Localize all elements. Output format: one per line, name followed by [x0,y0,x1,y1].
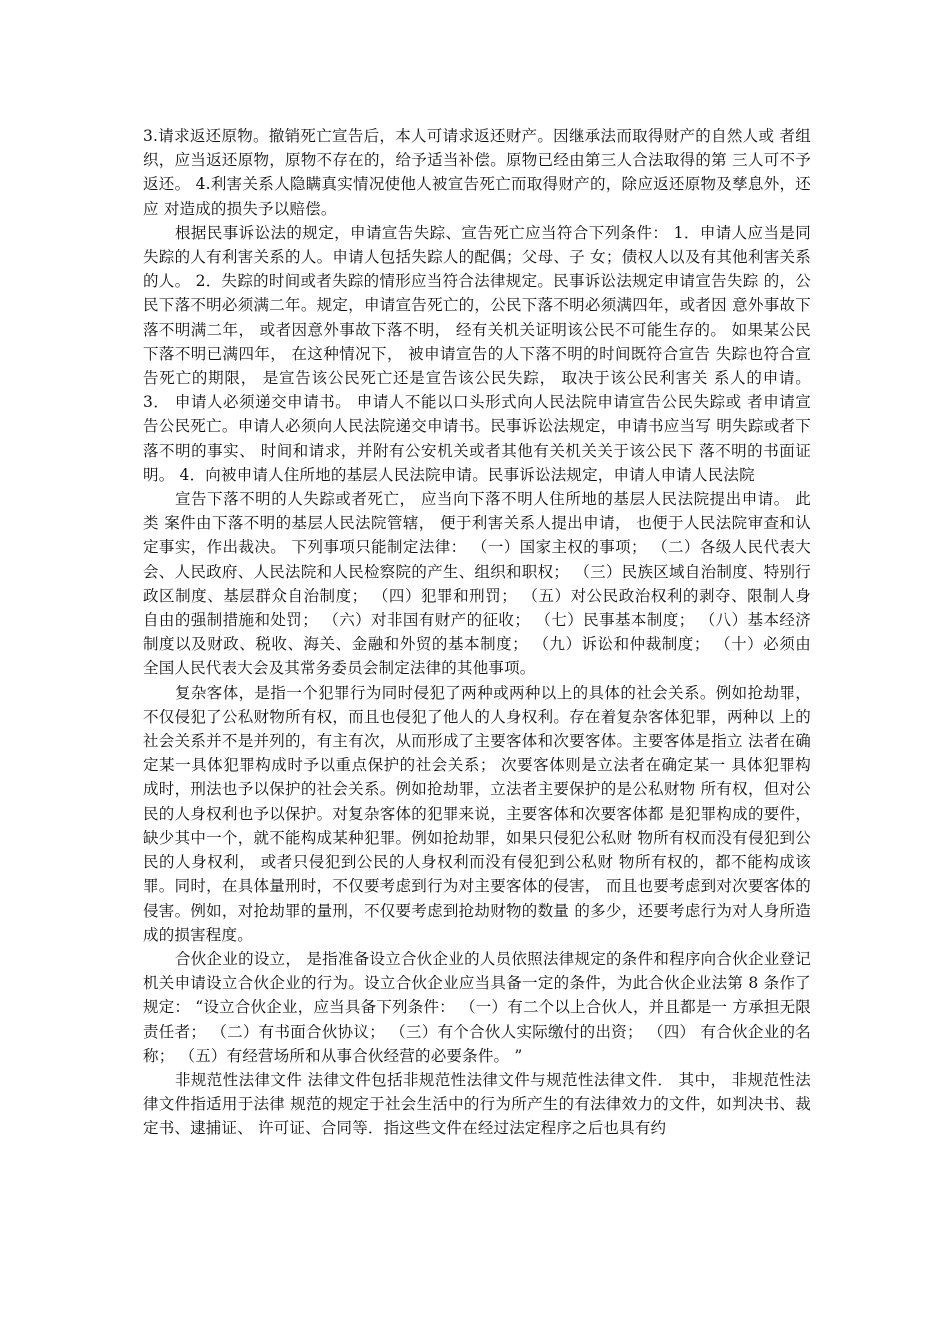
document-body [143,124,811,1141]
paragraph-2: 根据民事诉讼法的规定，申请宣告失踪、宣告死亡应当符合下列条件： 1．申请人应当是同失踪的人有利害关系的人。申请人包括失踪人的配偶；父母、子 女；债权人以及有其他利害关系的人。 2．失踪的时间或者失踪的情形应当符合法律规定。民事诉讼法规定申请宣告失踪 的，公民下落不明必须满二年。规定，申请宣告死亡的，公民下落不明必须满四年，或者因 意外事故下落不明满二年， 或者因意外事故下落不明， 经有关机关证明该公民不可能生存的。 如果某公民下落不明已满四年， 在这种情况下， 被申请宣告的人下落不明的时间既符合宣告 失踪也符合宣告死亡的期限， 是宣告该公民死亡还是宣告该公民失踪， 取决于该公民利害关 系人的申请。 3． 申请人必须递交申请书。 申请人不能以口头形式向人民法院申请宣告公民失踪或 者申请宣告公民死亡。申请人必须向人民法院递交申请书。民事诉讼法规定，申请书应当写 明失踪或者下落不明的事实、 时间和请求，并附有公安机关或者其他有关机关关于该公民下 落不明的书面证明。 4．向被申请人住所地的基层人民法院申请。民事诉讼法规定，申请人申请人民法院 [143,223,811,484]
paragraph-5: 合伙企业的设立， 是指准备设立合伙企业的人员依照法律规定的条件和程序向合伙企业登记 机关申请设立合伙企业的行为。设立合伙企业应当具备一定的条件，为此合伙企业法第 8 条作了规定： “设立合伙企业，应当具备下列条件： （一）有二个以上合伙人，并且都是一 方承担无限责任者； （二）有书面合伙协议； （三）有个合伙人实际缴付的出资； （四） 有合伙企业的名称； （五）有经营场所和从事合伙经营的必要条件。 ” [143,949,811,1065]
paragraph-4: 复杂客体，是指一个犯罪行为同时侵犯了两种或两种以上的具体的社会关系。例如抢劫罪， 不仅侵犯了公私财物所有权，而且也侵犯了他人的人身权利。存在着复杂客体犯罪，两种以 上的社会关系并不是并列的，有主有次，从而形成了主要客体和次要客体。主要客体是指立 法者在确定某一具体犯罪构成时予以重点保护的社会关系； 次要客体则是立法者在确定某一 具体犯罪构成时，刑法也予以保护的社会关系。例如抢劫罪，立法者主要保护的是公私财物 所有权，但对公民的人身权利也予以保护。对复杂客体的犯罪来说，主要客体和次要客体都 是犯罪构成的要件，缺少其中一个，就不能构成某种犯罪。例如抢劫罪，如果只侵犯公私财 物所有权而没有侵犯到公民的人身权利， 或者只侵犯到公民的人身权利而没有侵犯到公私财 物所有权的，都不能构成该罪。同时，在具体量刑时，不仅要考虑到行为对主要客体的侵害， 而且也要考虑到对次要客体的侵害。例如，对抢劫罪的量刑，不仅要考虑到抢劫财物的数量 的多少，还要考虑行为对人身所造成的损害程度。 [143,683,811,944]
paragraph-6: 非规范性法律文件 法律文件包括非规范性法律文件与规范性法律文件． 其中， 非规范性法律文件指适用于法律 规范的规定于社会生活中的行为所产生的有法律效力的文件，如判决书、裁定书、逮捕证、 许可证、合同等．指这些文件在经过法定程序之后也具有约 [143,1070,811,1138]
paragraph-1: 3.请求返还原物。撤销死亡宣告后，本人可请求返还财产。因继承法而取得财产的自然人或 者组织，应当返还原物，原物不存在的，给予适当补偿。原物已经由第三人合法取得的第 三人可不予返还。 4.利害关系人隐瞒真实情况使他人被宣告死亡而取得财产的，除应返还原物及孳息外，还应 对造成的损失予以赔偿。 [143,127,811,218]
paragraph-3: 宣告下落不明的人失踪或者死亡， 应当向下落不明人住所地的基层人民法院提出申请。 此类 案件由下落不明的基层人民法院管辖， 便于利害关系人提出申请， 也便于人民法院审查和认 定事实，作出裁决。 下列事项只能制定法律： （一）国家主权的事项； （二）各级人民代表大会、人民政府、人民法院和人民检察院的产生、组织和职权； （三）民族区域自治制度、特别行政区制度、基层群众自治制度； （四）犯罪和刑罚； （五）对公民政治权利的剥夺、限制人身自由的强制措施和处罚； （六）对非国有财产的征收； （七）民事基本制度； （八）基本经济制度以及财政、税收、海关、金融和外贸的基本制度； （九）诉讼和仲裁制度； （十）必须由全国人民代表大会及其常务委员会制定法律的其他事项。 [143,490,811,678]
